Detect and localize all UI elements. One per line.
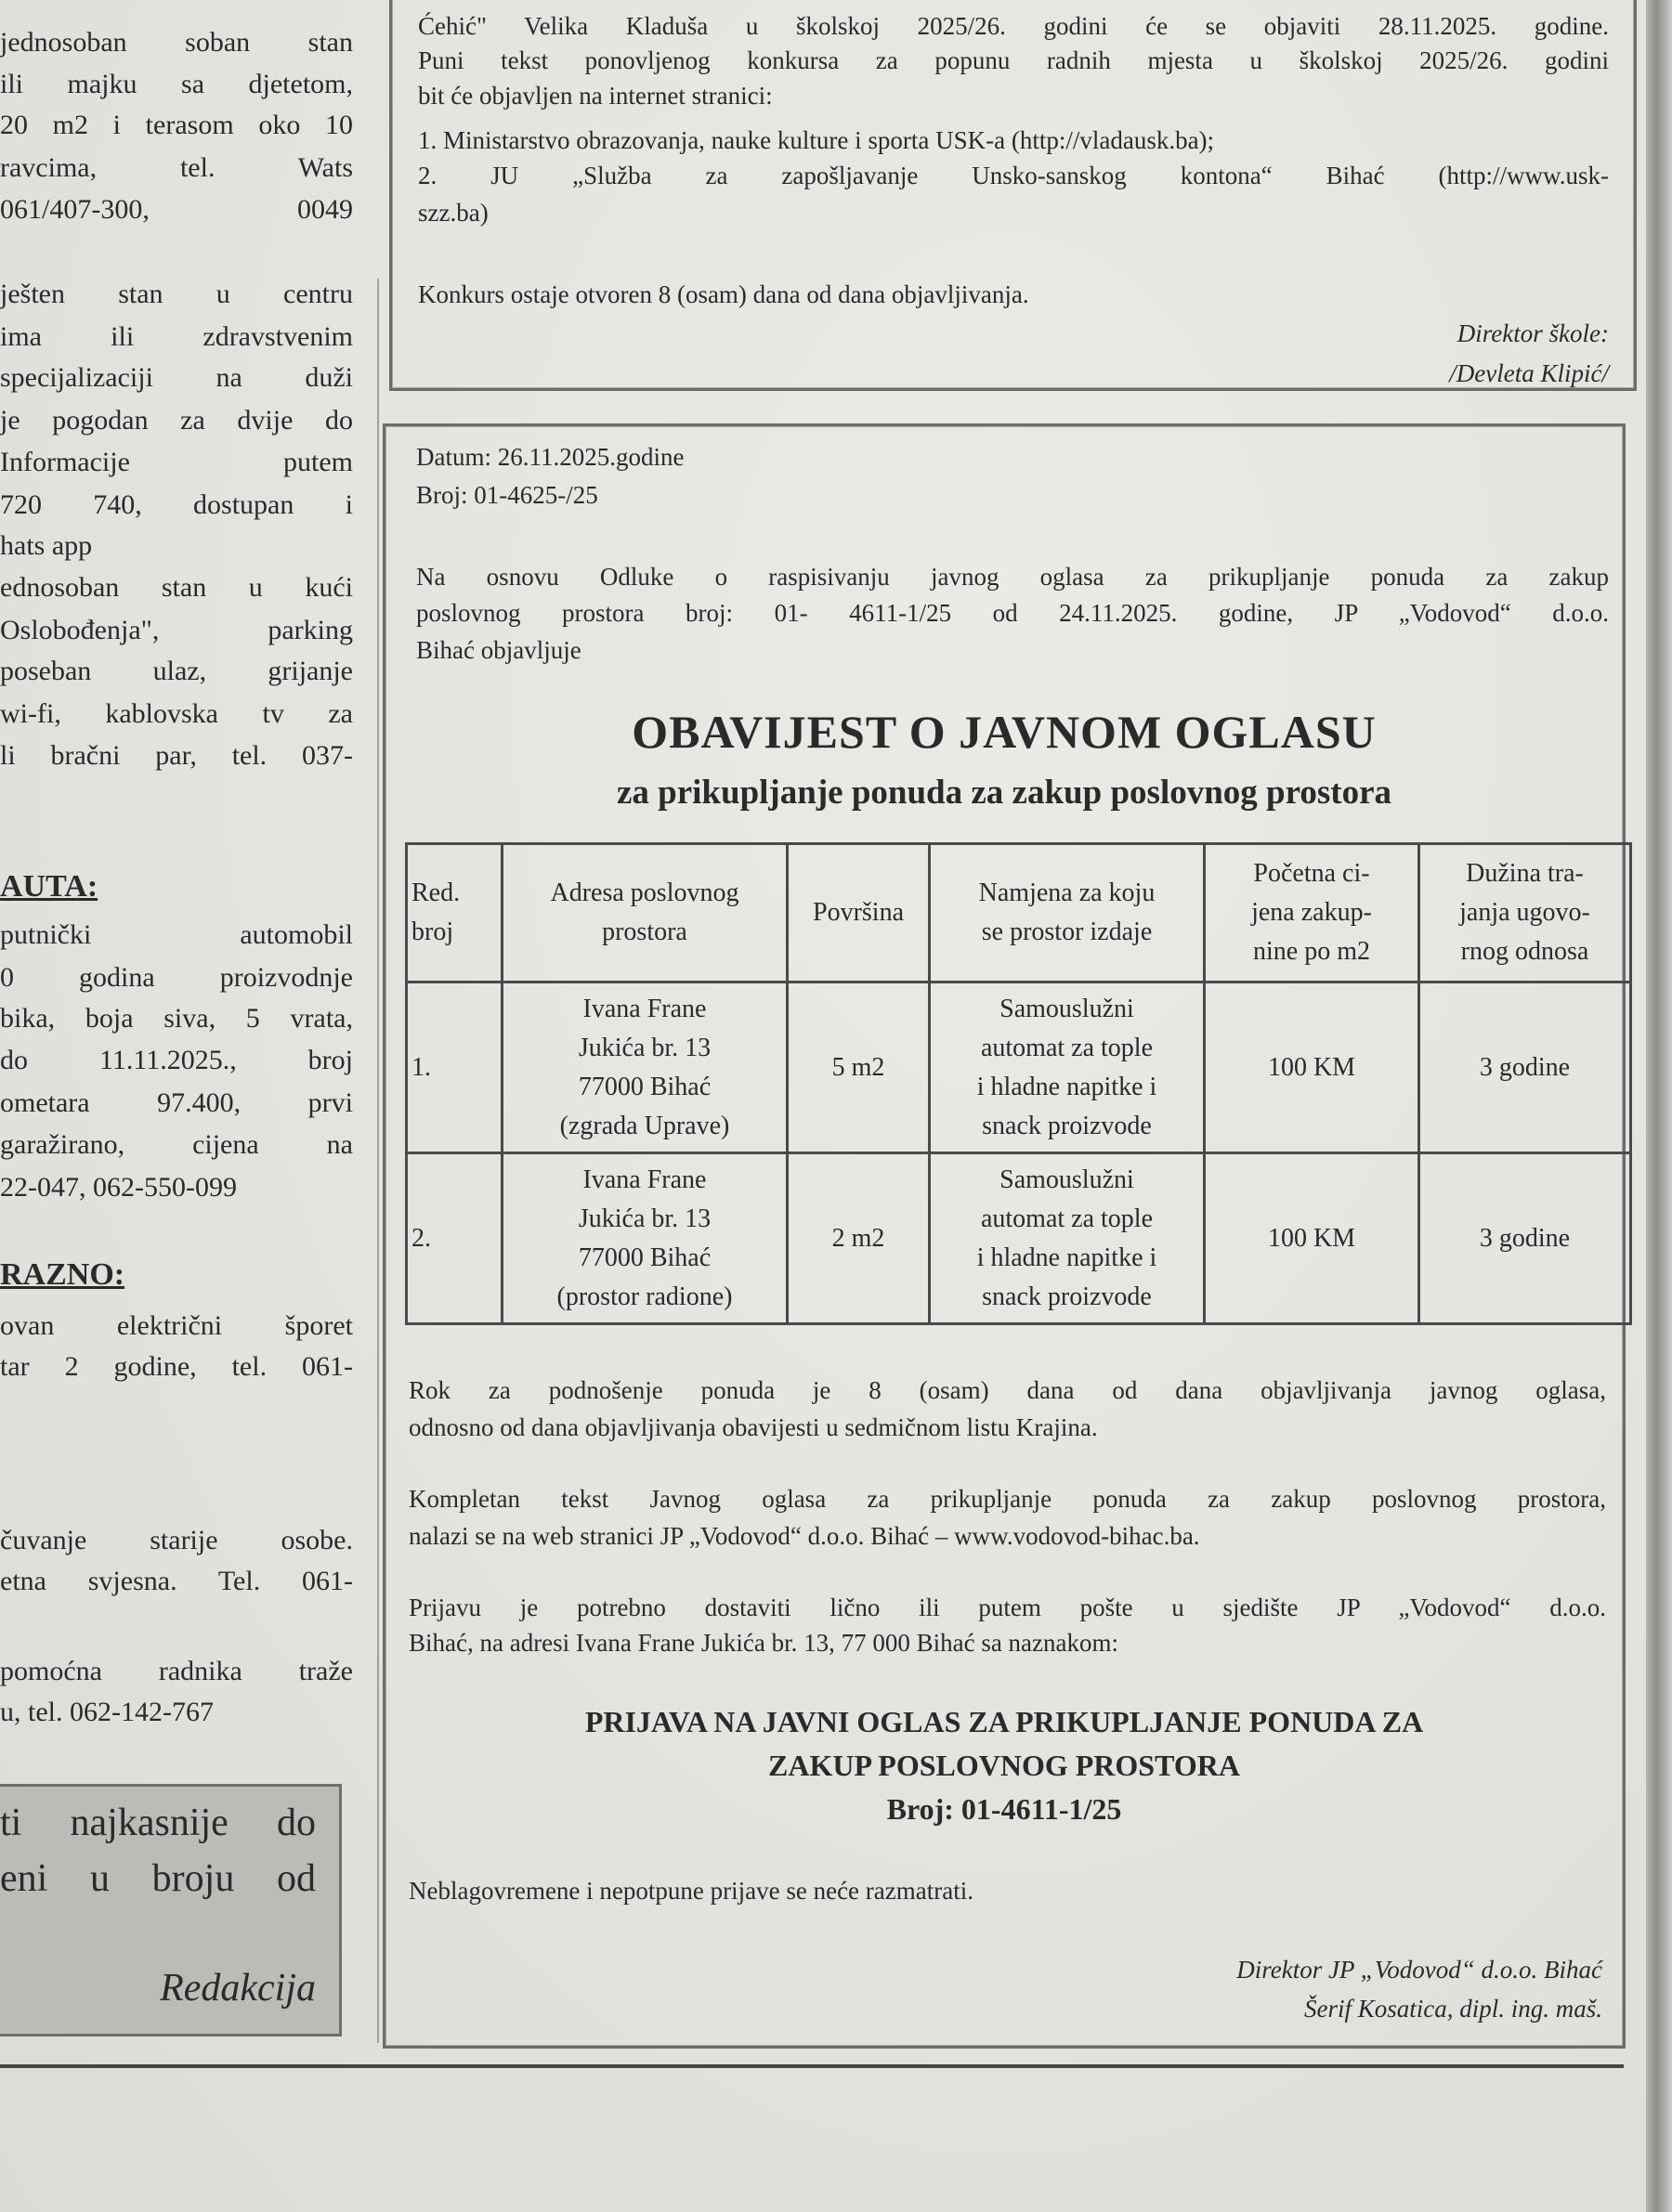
ad-line: čuvanje starije osobe. [0,1525,353,1555]
cell-povrsina: 5 m2 [788,982,930,1153]
ad-line: pomoćna radnika traže [0,1656,353,1686]
cell-povrsina: 2 m2 [788,1153,930,1324]
konkurs-signature-name: /Devleta Klipić/ [1449,359,1609,387]
neblagovremene-note: Neblagovremene i nepotpune prijave se neće razmatrati. [409,1877,973,1905]
ad-line: ednosoban stan u kući [0,572,353,603]
section-heading-razno: RAZNO: [0,1257,125,1292]
oglas-date: Datum: 26.11.2025.godine [416,443,685,471]
naznaka-line: ZAKUP POSLOVNOG PROSTORA [768,1749,1240,1782]
cell-namjena: Samouslužni automat za tople i hladne napitke i snack proizvode [930,1153,1205,1324]
table-row [407,1153,1631,1324]
notice-signature: Redakcija [160,1967,316,2010]
ad-line: ravcima, tel. Wats [0,152,353,183]
oglas-signature-name: Šerif Kosatica, dipl. ing. maš. [1303,1995,1602,2023]
ad-line: u, tel. 062-142-767 [0,1697,214,1727]
ad-line: hats app [0,530,93,561]
konkurs-line: bit će objavljen na internet stranici: [418,82,773,110]
oglas-intro-line: poslovnog prostora broj: 01- 4611-1/25 od 24.11.2025. godine, JP „Vodovod“ d.o.o. [416,599,1609,627]
editorial-notice-box [0,1784,342,2036]
oglas-number: Broj: 01-4625-/25 [416,481,598,509]
cell-adresa: Ivana Frane Jukića br. 13 77000 Bihać (prostor radione) [503,1153,788,1324]
naznaka-number: Broj: 01-4611-1/25 [886,1792,1122,1826]
rok-line: Rok za podnošenje ponuda je 8 (osam) dana od dana objavljivanja javnog oglasa, [409,1376,1606,1404]
page-edge-shadow [1646,0,1672,2212]
oglas-intro-line: Bihać objavljuje [416,636,581,664]
cell-duzina: 3 godine [1419,1153,1631,1324]
ad-line: jednosoban soban stan [0,27,353,58]
ad-line: poseban ulaz, grijanje [0,656,353,686]
konkurs-line: 2. JU „Služba za zapošljavanje Unsko-sanskog kontona“ Bihać (http://www.usk- [418,162,1609,189]
konkurs-line: Puni tekst ponovljenog konkursa za popunu radnih mjesta u školskoj 2025/26. godini [418,46,1609,74]
col-header-adresa: Adresa poslovnog prostora [503,844,788,982]
ad-line: Informacije putem [0,447,353,477]
oglas-signature-title: Direktor JP „Vodovod“ d.o.o. Bihać [1236,1956,1602,1984]
konkurs-closing: Konkurs ostaje otvoren 8 (osam) dana od dana objavljivanja. [418,280,1029,308]
ad-line: ometara 97.400, prvi [0,1087,353,1118]
ad-line: 20 m2 i terasom oko 10 [0,110,353,140]
notice-line: eni u broju od [0,1857,316,1900]
rok-line: odnosno od dana objavljivanja obavijesti u sedmičnom listu Krajina. [409,1413,1098,1441]
ad-line: ima ili zdravstvenim [0,321,353,352]
ad-line: 061/407-300, 0049 [0,194,353,225]
konkurs-line: 1. Ministarstvo obrazovanja, nauke kulture i sporta USK-a (http://vladausk.ba); [418,126,1215,154]
col-header-red-broj: Red. broj [407,844,503,982]
kompletan-line: nalazi se na web stranici JP „Vodovod“ d.o.o. Bihać – www.vodovod-bihac.ba. [409,1522,1200,1550]
ad-line: 22-047, 062-550-099 [0,1172,237,1203]
cell-red-broj: 2. [407,1153,503,1324]
column-rule [377,279,379,2043]
cell-cijena: 100 KM [1205,1153,1419,1324]
ad-line: putnički automobil [0,919,353,950]
konkurs-signature-title: Direktor škole: [1456,319,1609,347]
konkurs-line: szz.ba) [418,199,489,227]
oglas-title: OBAVIJEST O JAVNOM OGLASU [632,706,1377,758]
table-header-row [407,844,1631,982]
cell-namjena: Samouslužni automat za tople i hladne napitke i snack proizvode [930,982,1205,1153]
prijavu-line: Prijavu je potrebno dostaviti lično ili putem pošte u sjedište JP „Vodovod“ d.o.o. [409,1594,1606,1621]
premises-table [405,842,1632,1325]
prijavu-line: Bihać, na adresi Ivana Frane Jukića br. 13, 77 000 Bihać sa naznakom: [409,1629,1119,1657]
cell-cijena: 100 KM [1205,982,1419,1153]
notice-line: ti najkasnije do [0,1802,316,1844]
ad-line: garažirano, cijena na [0,1129,353,1160]
ad-line: etna svjesna. Tel. 061- [0,1566,353,1596]
col-header-namjena: Namjena za koju se prostor izdaje [930,844,1205,982]
ad-line: do 11.11.2025., broj [0,1045,353,1075]
ad-line: wi-fi, kablovska tv za [0,698,353,729]
oglas-intro-line: Na osnovu Odluke o raspisivanju javnog oglasa za prikupljanje ponuda za zakup [416,563,1609,591]
ad-line: tar 2 godine, tel. 061- [0,1351,353,1382]
naznaka-line: PRIJAVA NA JAVNI OGLAS ZA PRIKUPLJANJE PONUDA ZA [584,1705,1424,1738]
cell-adresa: Ivana Frane Jukića br. 13 77000 Bihać (zgrada Uprave) [503,982,788,1153]
ad-line: Oslobođenja", parking [0,615,353,645]
kompletan-line: Kompletan tekst Javnog oglasa za prikupljanje ponuda za zakup poslovnog prostora, [409,1485,1606,1513]
table-row [407,982,1631,1153]
ad-line: specijalizaciji na duži [0,362,353,393]
ad-line: je pogodan za dvije do [0,405,353,436]
ad-line: 0 godina proizvodnje [0,962,353,993]
cell-red-broj: 1. [407,982,503,1153]
ad-line: bika, boja siva, 5 vrata, [0,1003,353,1034]
ad-line: 720 740, dostupan i [0,489,353,520]
col-header-povrsina: Površina [788,844,930,982]
page-bottom-rule [0,2064,1624,2068]
section-heading-auta: AUTA: [0,869,98,904]
col-header-pocetna-cijena: Početna ci- jena zakup- nine po m2 [1205,844,1419,982]
col-header-duzina: Dužina tra- janja ugovo- rnog odnosa [1419,844,1631,982]
ad-line: ovan električni šporet [0,1310,353,1341]
cell-duzina: 3 godine [1419,982,1631,1153]
konkurs-line: Ćehić" Velika Kladuša u školskoj 2025/26. godini će se objaviti 28.11.2025. godine. [418,12,1609,40]
ad-line: ili majku sa djetetom, [0,69,353,99]
ad-line: li bračni par, tel. 037- [0,740,353,771]
ad-line: ješten stan u centru [0,279,353,309]
oglas-subtitle: za prikupljanje ponuda za zakup poslovnog prostora [616,774,1392,812]
